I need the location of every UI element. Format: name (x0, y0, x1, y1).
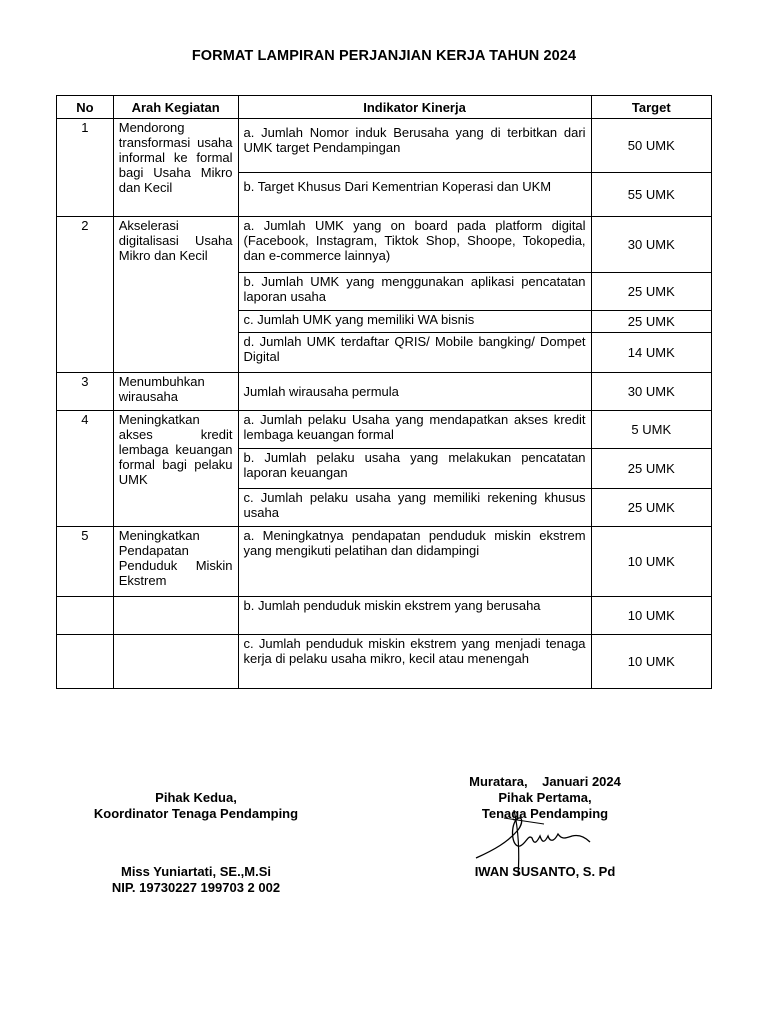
target-cell: 25 UMK (591, 449, 711, 489)
target-cell: 25 UMK (591, 311, 711, 333)
indikator-cell: a. Jumlah Nomor induk Berusaha yang di terbitkan dari UMK target Pendampingan (238, 119, 591, 173)
header-indikator-kinerja: Indikator Kinerja (238, 96, 591, 119)
target-cell: 50 UMK (591, 119, 711, 173)
place-date: Muratara, Januari 2024 (469, 774, 621, 789)
signatory-left (56, 864, 336, 896)
indikator-cell: a. Jumlah UMK yang on board pada platform digital (Facebook, Instagram, Tiktok Shop, Shoope, Tokopedia, dan e-commerce lainnya) (238, 217, 591, 273)
header-target: Target (591, 96, 711, 119)
target-cell: 10 UMK (591, 527, 711, 597)
party-label: Pihak Kedua, (155, 790, 237, 805)
party-role: Tenaga Pendamping (481, 806, 609, 821)
target-cell: 30 UMK (591, 217, 711, 273)
indikator-cell: b. Jumlah penduduk miskin ekstrem yang berusaha (238, 597, 591, 635)
signatory-nip: NIP. 19730227 199703 2 002 (111, 880, 281, 895)
indikator-cell: c. Jumlah pelaku usaha yang memiliki rekening khusus usaha (238, 489, 591, 527)
signatory-right (430, 864, 660, 880)
target-cell: 25 UMK (591, 489, 711, 527)
document-title: FORMAT LAMPIRAN PERJANJIAN KERJA TAHUN 2024 (191, 48, 577, 64)
performance-table (56, 95, 712, 689)
indikator-cell: b. Jumlah UMK yang menggunakan aplikasi pencatatan laporan usaha (238, 273, 591, 311)
party-label: Pihak Pertama, (498, 790, 592, 805)
row-number: 5 (57, 527, 114, 597)
table-row (57, 373, 712, 411)
row-number: 1 (57, 119, 114, 217)
row-number: 3 (57, 373, 114, 411)
arah-kegiatan-cell: Menumbuhkan wirausaha (113, 373, 238, 411)
indikator-cell: c. Jumlah UMK yang memiliki WA bisnis (238, 311, 591, 333)
table-header-row (57, 96, 712, 119)
target-cell: 10 UMK (591, 597, 711, 635)
arah-kegiatan-cell: Meningkatkan akses kredit lembaga keuangan formal bagi pelaku UMK (113, 411, 238, 527)
row-number: 2 (57, 217, 114, 373)
indikator-cell: b. Jumlah pelaku usaha yang melakukan pencatatan laporan keuangan (238, 449, 591, 489)
signatory-name: Miss Yuniartati, SE.,M.Si (120, 864, 272, 879)
indikator-cell: c. Jumlah penduduk miskin ekstrem yang menjadi tenaga kerja di pelaku usaha mikro, kecil atau menengah (238, 635, 591, 689)
signatory-name: IWAN SUSANTO, S. Pd (474, 864, 616, 879)
table-row (57, 635, 712, 689)
target-cell: 5 UMK (591, 411, 711, 449)
target-cell: 30 UMK (591, 373, 711, 411)
target-cell: 55 UMK (591, 173, 711, 217)
indikator-cell: a. Meningkatnya pendapatan penduduk miskin ekstrem yang mengikuti pelatihan dan didampingi (238, 527, 591, 597)
indikator-cell: d. Jumlah UMK terdaftar QRIS/ Mobile bangking/ Dompet Digital (238, 333, 591, 373)
party-role: Koordinator Tenaga Pendamping (93, 806, 299, 821)
target-cell: 25 UMK (591, 273, 711, 311)
table-row (57, 411, 712, 449)
indikator-cell: a. Jumlah pelaku Usaha yang mendapatkan akses kredit lembaga keuangan formal (238, 411, 591, 449)
header-arah-kegiatan: Arah Kegiatan (113, 96, 238, 119)
row-number-empty (57, 597, 114, 635)
indikator-cell: b. Target Khusus Dari Kementrian Koperasi dan UKM (238, 173, 591, 217)
table-row (57, 527, 712, 597)
signature-block-left (56, 790, 336, 822)
target-cell: 14 UMK (591, 333, 711, 373)
target-cell: 10 UMK (591, 635, 711, 689)
arah-kegiatan-empty (113, 597, 238, 635)
table-row (57, 217, 712, 273)
row-number: 4 (57, 411, 114, 527)
arah-kegiatan-empty (113, 635, 238, 689)
table-row (57, 119, 712, 173)
table-row (57, 597, 712, 635)
arah-kegiatan-cell: Mendorong transformasi usaha informal ke formal bagi Usaha Mikro dan Kecil (113, 119, 238, 217)
arah-kegiatan-cell: Akselerasi digitalisasi Usaha Mikro dan Kecil (113, 217, 238, 373)
header-no: No (57, 96, 114, 119)
indikator-cell: Jumlah wirausaha permula (238, 373, 591, 411)
arah-kegiatan-cell: Meningkatkan Pendapatan Penduduk Miskin Ekstrem (113, 527, 238, 597)
row-number-empty (57, 635, 114, 689)
